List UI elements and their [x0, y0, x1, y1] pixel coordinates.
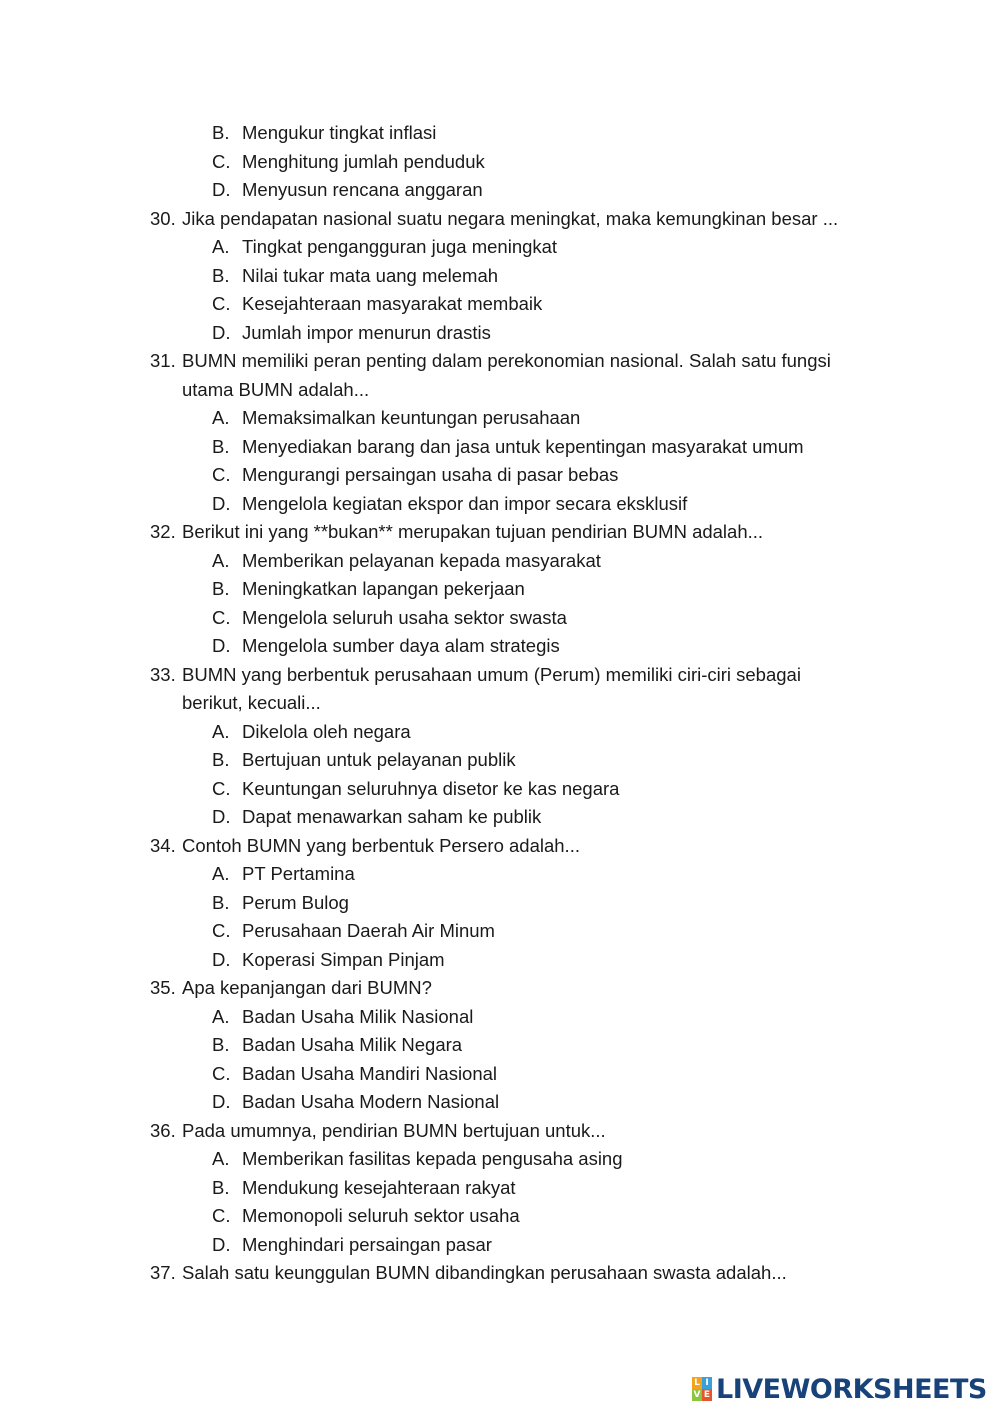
option-text: Menghindari persaingan pasar: [242, 1233, 492, 1255]
question-number: 34.: [150, 834, 176, 856]
question-number: 36.: [150, 1119, 176, 1141]
option-text: Menyusun rencana anggaran: [242, 179, 483, 200]
question-text: BUMN memiliki peran penting dalam perekonomian nasional. Salah satu fungsi: [182, 350, 831, 371]
option-text: Badan Usaha Modern Nasional: [242, 1091, 500, 1112]
logo-letter-v: V: [693, 1390, 701, 1400]
option-letter: B.: [212, 1034, 230, 1055]
option-text: Mengurangi persaingan usaha di pasar bebas: [242, 464, 619, 485]
answer-option: [0, 575, 1000, 604]
answer-option: [0, 119, 1000, 148]
logo-letter-l: L: [692, 1377, 702, 1389]
question-text-continued: utama BUMN adalah...: [182, 378, 370, 400]
question-number: 31.: [150, 350, 176, 371]
option-text: Perum Bulog: [242, 891, 349, 913]
option-letter: A.: [212, 720, 230, 742]
option-text: Tingkat pengangguran juga meningkat: [242, 236, 558, 257]
option-letter: B.: [212, 891, 230, 913]
option-text: Menyediakan barang dan jasa untuk kepentingan masyarakat umum: [242, 435, 804, 457]
option-letter: C.: [212, 1205, 231, 1226]
option-letter: B.: [212, 122, 230, 143]
answer-option: [0, 461, 1000, 490]
option-text: Mengelola sumber daya alam strategis: [242, 635, 560, 656]
question-continuation-line: [0, 376, 1000, 405]
option-text: Mendukung kesejahteraan rakyat: [242, 1176, 516, 1198]
answer-option: [0, 404, 1000, 433]
question-number: 33.: [150, 663, 176, 685]
answer-option: [0, 1145, 1000, 1174]
question-number: 32.: [150, 521, 176, 542]
option-letter: C.: [212, 777, 231, 799]
logo-letter-i: I: [702, 1377, 712, 1389]
question-line: [0, 518, 1000, 547]
answer-option: [0, 290, 1000, 319]
answer-option: [0, 1003, 1000, 1032]
option-text: Nilai tukar mata uang melemah: [242, 264, 499, 286]
answer-option: [0, 233, 1000, 262]
option-text: Dapat menawarkan saham ke publik: [242, 806, 542, 827]
option-letter: A.: [212, 863, 230, 884]
option-text: Jumlah impor menurun drastis: [242, 321, 491, 343]
option-letter: B.: [212, 435, 230, 457]
answer-option: [0, 946, 1000, 975]
option-letter: D.: [212, 806, 231, 827]
option-text: Mengelola seluruh usaha sektor swasta: [242, 606, 567, 628]
option-text: Koperasi Simpan Pinjam: [242, 948, 445, 970]
option-letter: C.: [212, 464, 231, 485]
question-line: [0, 347, 1000, 376]
answer-option: [0, 433, 1000, 462]
option-letter: A.: [212, 1148, 230, 1169]
answer-option: [0, 860, 1000, 889]
answer-option: [0, 1231, 1000, 1260]
option-text: Menghitung jumlah penduduk: [242, 150, 485, 172]
answer-option: [0, 775, 1000, 804]
option-text: PT Pertamina: [242, 863, 355, 884]
option-text: Memberikan fasilitas kepada pengusaha asing: [242, 1148, 623, 1169]
answer-option: [0, 1088, 1000, 1117]
question-text: Pada umumnya, pendirian BUMN bertujuan untuk...: [182, 1119, 606, 1141]
option-letter: C.: [212, 606, 231, 628]
option-letter: D.: [212, 1091, 231, 1112]
option-letter: D.: [212, 948, 231, 970]
answer-option: [0, 547, 1000, 576]
question-number: 35.: [150, 977, 176, 998]
option-letter: B.: [212, 1176, 230, 1198]
answer-option: [0, 1060, 1000, 1089]
answer-option: [0, 148, 1000, 177]
option-text: Mengukur tingkat inflasi: [242, 122, 437, 143]
option-letter: C.: [212, 1062, 231, 1084]
answer-option: [0, 917, 1000, 946]
option-text: Badan Usaha Milik Negara: [242, 1034, 463, 1055]
answer-option: [0, 746, 1000, 775]
question-text-continued: berikut, kecuali...: [182, 692, 321, 713]
answer-option: [0, 632, 1000, 661]
answer-option: [0, 803, 1000, 832]
option-text: Kesejahteraan masyarakat membaik: [242, 293, 543, 314]
option-text: Memaksimalkan keuntungan perusahaan: [242, 407, 581, 428]
question-text: Apa kepanjangan dari BUMN?: [182, 977, 432, 998]
option-letter: A.: [212, 1005, 230, 1027]
option-letter: D.: [212, 635, 231, 656]
question-text: Berikut ini yang **bukan** merupakan tujuan pendirian BUMN adalah...: [182, 521, 764, 542]
worksheet-page: [0, 119, 1000, 1288]
option-text: Memonopoli seluruh sektor usaha: [242, 1205, 520, 1226]
answer-option: [0, 1202, 1000, 1231]
question-number: 30.: [150, 207, 176, 229]
option-letter: A.: [212, 236, 230, 257]
option-text: Memberikan pelayanan kepada masyarakat: [242, 549, 601, 571]
option-letter: D.: [212, 1233, 231, 1255]
question-line: [0, 1259, 1000, 1288]
option-letter: B.: [212, 749, 230, 770]
logo-letter-e: E: [703, 1390, 711, 1400]
option-letter: D.: [212, 492, 231, 514]
question-line: [0, 974, 1000, 1003]
question-line: [0, 832, 1000, 861]
question-text: Jika pendapatan nasional suatu negara meningkat, maka kemungkinan besar ...: [182, 207, 839, 229]
option-text: Badan Usaha Mandiri Nasional: [242, 1062, 498, 1084]
option-letter: C.: [212, 150, 231, 172]
liveworksheets-wordmark: LIVEWORKSHEETS: [716, 1373, 987, 1405]
question-line: [0, 661, 1000, 690]
option-text: Badan Usaha Milik Nasional: [242, 1005, 474, 1027]
option-text: Dikelola oleh negara: [242, 720, 411, 742]
option-letter: A.: [212, 549, 230, 571]
question-continuation-line: [0, 689, 1000, 718]
option-text: Keuntungan seluruhnya disetor ke kas negara: [242, 777, 620, 799]
answer-option: [0, 319, 1000, 348]
option-text: Bertujuan untuk pelayanan publik: [242, 749, 516, 770]
question-line: [0, 1117, 1000, 1146]
question-number: 37.: [150, 1262, 176, 1283]
option-letter: D.: [212, 179, 231, 200]
option-text: Meningkatkan lapangan pekerjaan: [242, 578, 525, 599]
option-text: Perusahaan Daerah Air Minum: [242, 920, 495, 941]
option-letter: D.: [212, 321, 231, 343]
question-text: Contoh BUMN yang berbentuk Persero adalah...: [182, 834, 580, 856]
liveworksheets-brand: [692, 1373, 987, 1405]
answer-option: [0, 889, 1000, 918]
option-letter: C.: [212, 293, 231, 314]
answer-option: [0, 262, 1000, 291]
option-letter: A.: [212, 407, 230, 428]
option-letter: C.: [212, 920, 231, 941]
option-letter: B.: [212, 578, 230, 599]
question-text: BUMN yang berbentuk perusahaan umum (Perum) memiliki ciri-ciri sebagai: [182, 663, 801, 685]
answer-option: [0, 604, 1000, 633]
answer-option: [0, 176, 1000, 205]
question-text: Salah satu keunggulan BUMN dibandingkan perusahaan swasta adalah...: [182, 1262, 787, 1283]
answer-option: [0, 1174, 1000, 1203]
question-line: [0, 205, 1000, 234]
liveworksheets-logo-icon: [692, 1377, 712, 1401]
answer-option: [0, 490, 1000, 519]
option-letter: B.: [212, 264, 230, 286]
answer-option: [0, 718, 1000, 747]
answer-option: [0, 1031, 1000, 1060]
option-text: Mengelola kegiatan ekspor dan impor secara eksklusif: [242, 492, 688, 514]
